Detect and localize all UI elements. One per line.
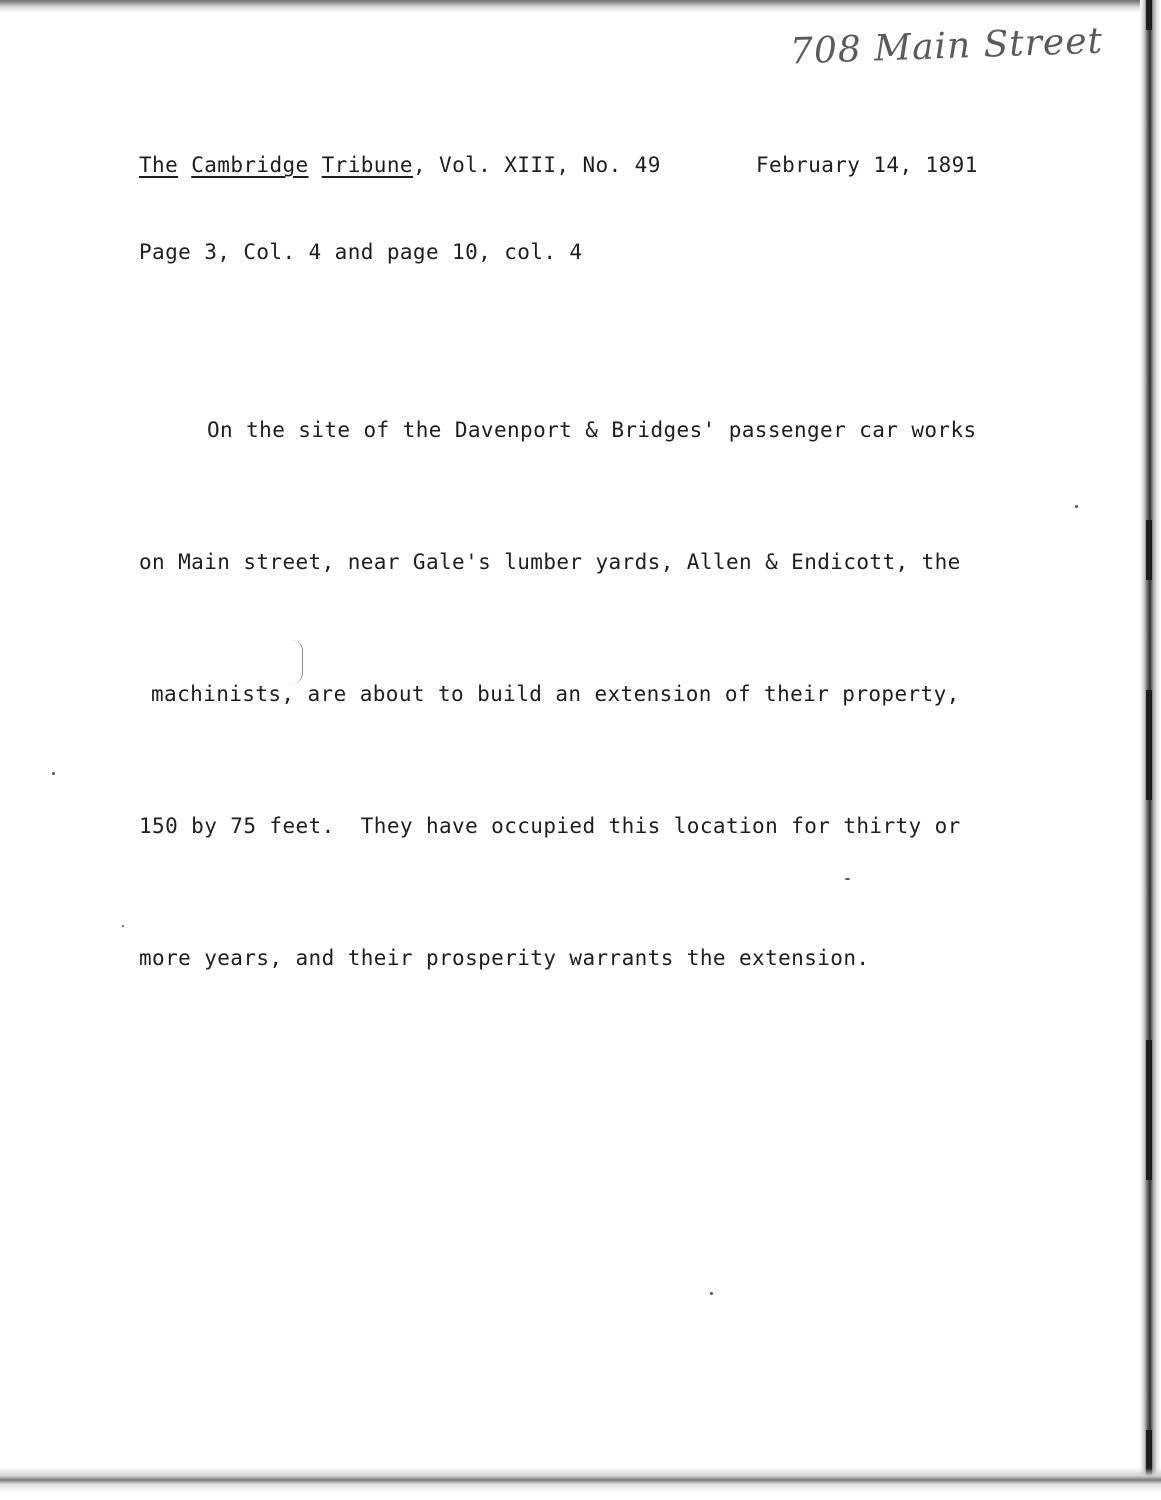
scan-edge-right-mark xyxy=(1146,0,1152,30)
scan-speck xyxy=(710,1292,713,1295)
article-paragraph xyxy=(139,320,977,1024)
handwritten-address: 708 Main Street xyxy=(789,20,1104,73)
scan-edge-bottom xyxy=(0,1468,1161,1500)
citation-tribune: Tribune xyxy=(321,153,413,177)
scan-edge-right-mark xyxy=(1146,690,1152,800)
paragraph-line: more years, and their prosperity warrants the extension. xyxy=(139,946,870,970)
paragraph-line: 150 by 75 feet. They have occupied this location for thirty or xyxy=(139,814,961,838)
citation-the: The xyxy=(139,153,179,177)
scan-speck xyxy=(52,772,55,775)
paragraph-line: machinists, are about to build an extension of their property, xyxy=(151,682,960,706)
scan-edge-right-mark xyxy=(1146,1040,1152,1180)
paragraph-line: On the site of the Davenport & Bridges' passenger car works xyxy=(207,418,977,442)
scan-edge-right-mark xyxy=(1146,520,1152,580)
citation-volume: , Vol. XIII, No. 49 xyxy=(412,153,661,177)
citation-cambridge: Cambridge xyxy=(191,153,309,177)
scan-speck xyxy=(845,878,850,880)
scan-scratch xyxy=(292,640,303,684)
paragraph-line: on Main street, near Gale's lumber yards, Allen & Endicott, the xyxy=(139,550,961,574)
citation-date: February 14, 1891 xyxy=(756,153,978,177)
page-reference: Page 3, Col. 4 and page 10, col. 4 xyxy=(139,240,583,264)
scan-speck xyxy=(1075,505,1078,508)
citation-line xyxy=(139,143,661,187)
scan-edge-top xyxy=(0,0,1161,12)
scan-speck xyxy=(122,925,124,927)
